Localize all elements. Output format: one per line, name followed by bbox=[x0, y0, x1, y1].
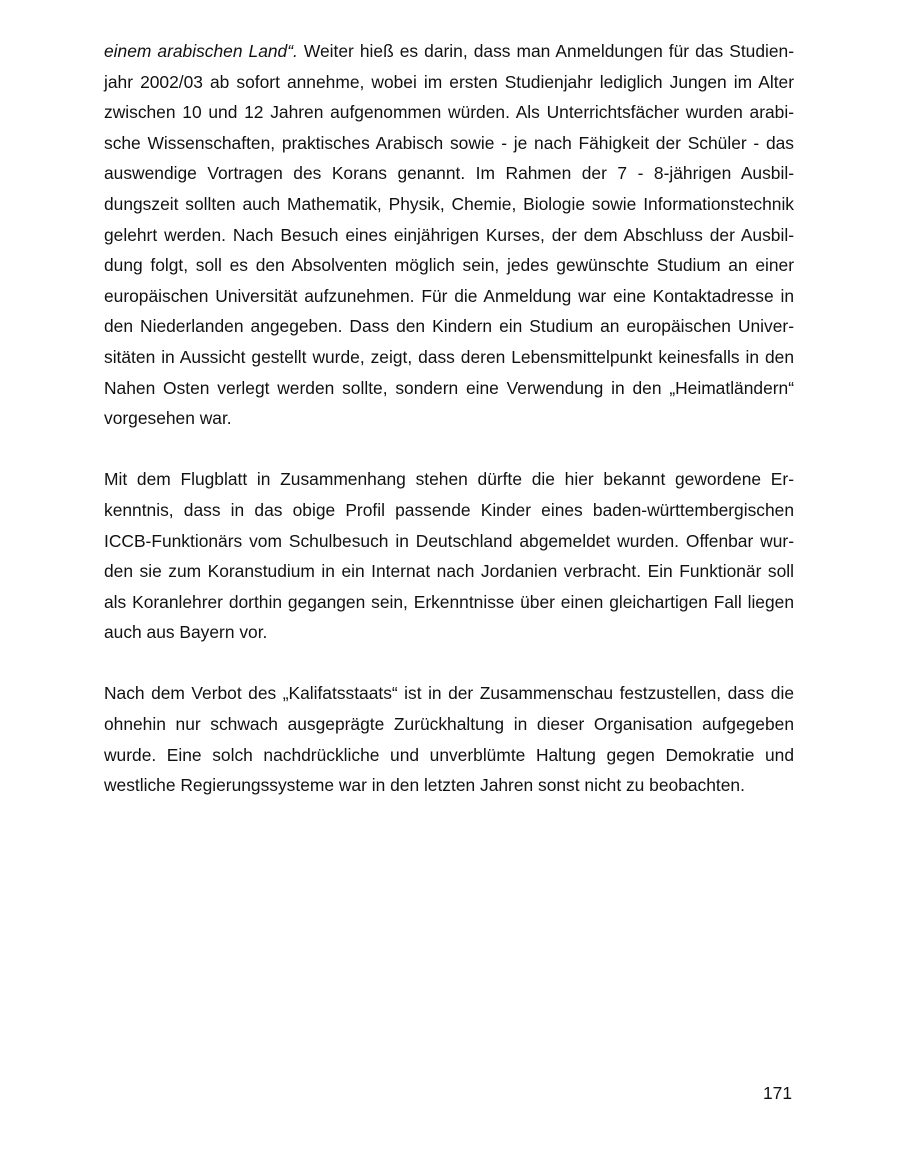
paragraph-2-text: Mit dem Flugblatt in Zusammenhang stehen dürfte die hier bekannt gewordene Erkenntnis, dass in das obige Profil passende Kinder eines baden-württembergischen ICCB-Funktionärs vom Schulbesuch in Deutschland abgemeldet wurden. Offenbar wurden sie zum Koranstudium in ein Internat nach Jordanien verbracht. Ein Funktionär soll als Koranlehrer dorthin gegangen sein, Erkenntnisse über einen gleichartigen Fall liegen auch aus Bayern vor. bbox=[104, 469, 794, 643]
paragraph-1 bbox=[104, 36, 794, 434]
paragraph-3-text: Nach dem Verbot des „Kalifatsstaats“ ist in der Zusammenschau festzustellen, dass die ohnehin nur schwach ausgeprägte Zurückhaltung in dieser Organisation aufgegeben wurde. Eine solch nachdrückliche und unverblümte Haltung gegen Demokratie und westliche Regierungssysteme war in den letzten Jahren sonst nicht zu beobachten. bbox=[104, 683, 794, 796]
paragraph-2 bbox=[104, 464, 794, 648]
paragraph-3 bbox=[104, 678, 794, 800]
italic-lead-text: einem arabischen Land“. bbox=[104, 41, 298, 61]
page-number: 171 bbox=[762, 1083, 792, 1103]
paragraph-1-text: Weiter hieß es darin, dass man Anmeldungen für das Studienjahr 2002/03 ab sofort annehme, wobei im ersten Studienjahr lediglich Jungen im Alter zwischen 10 und 12 Jahren aufgenommen würden. Als Unterrichtsfächer wurden arabische Wissenschaften, praktisches Arabisch sowie - je nach Fähigkeit der Schüler - das auswendige Vortragen des Korans genannt. Im Rahmen der 7 - 8-jährigen Ausbildungszeit sollten auch Mathematik, Physik, Chemie, Biologie sowie Informationstechnik gelehrt werden. Nach Besuch eines einjährigen Kurses, der dem Abschluss der Ausbildung folgt, soll es den Absolventen möglich sein, jedes gewünschte Studium an einer europäischen Universität aufzunehmen. Für die Anmeldung war eine Kontaktadresse in den Niederlanden angegeben. Dass den Kindern ein Studium an europäischen Universitäten in Aussicht gestellt wurde, zeigt, dass deren Lebensmittelpunkt keinesfalls in den Nahen Osten verlegt werden sollte, sondern eine Verwendung in den „Heimatländern“ vorgesehen war. bbox=[104, 41, 794, 429]
document-body bbox=[104, 36, 794, 831]
